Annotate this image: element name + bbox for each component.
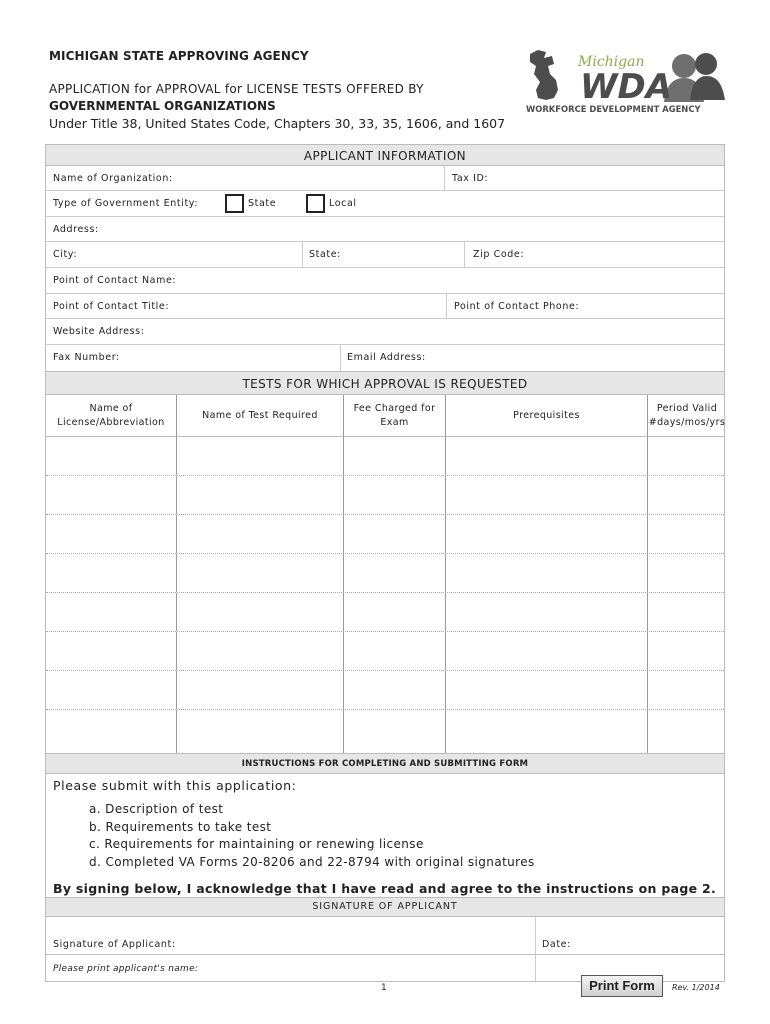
row-gov-entity [46,191,724,217]
list-item: c. Requirements for maintaining or renewing license [89,837,424,851]
tests-table-header [46,395,724,437]
person-silhouette-icon [672,54,696,78]
poc-title-field[interactable]: Point of Contact Title: [53,301,170,312]
michigan-map-icon [530,50,558,100]
tests-header: TESTS FOR WHICH APPROVAL IS REQUESTED [46,371,724,395]
row-address [46,217,724,242]
col-fee: Fee Charged for Exam [343,395,445,437]
address-field[interactable]: Address: [53,224,99,235]
table-row[interactable] [46,476,724,515]
city-field[interactable]: City: [53,249,78,260]
zip-field[interactable]: Zip Code: [473,249,525,260]
col-prerequisites: Prerequisites [445,395,647,437]
list-item: a. Description of test [89,802,224,816]
instructions-header: INSTRUCTIONS FOR COMPLETING AND SUBMITTING FORM [46,753,724,774]
logo-letters: WDA [580,67,673,107]
page-number: 1 [381,983,387,993]
table-row[interactable] [46,593,724,632]
gov-entity-label: Type of Government Entity: [53,198,199,209]
form-title-line3: Under Title 38, United States Code, Chapters 30, 33, 35, 1606, and 1607 [49,116,506,131]
instructions-body [46,774,724,898]
org-name-field[interactable]: Name of Organization: [53,173,173,184]
col-period-valid: Period Valid #days/mos/yrs [647,395,726,437]
col-license-name: Name of License/Abbreviation [57,403,165,428]
acknowledgement-text: By signing below, I acknowledge that I have read and agree to the instructions on page 2. [53,881,717,896]
table-row[interactable] [46,710,724,753]
local-checkbox[interactable] [306,194,325,213]
row-website [46,319,724,345]
logo-agency-name: WORKFORCE DEVELOPMENT AGENCY [526,104,701,114]
state-field[interactable]: State: [309,249,341,260]
list-item: d. Completed VA Forms 20-8206 and 22-8794 with original signatures [89,854,535,869]
list-item: b. Requirements to take test [89,819,272,834]
col-test-name: Name of Test Required [176,395,343,437]
table-row[interactable] [46,437,724,476]
form-title-line2: GOVERNMENTAL ORGANIZATIONS [49,99,276,113]
tax-id-field[interactable]: Tax ID: [452,173,489,184]
applicant-info-header: APPLICANT INFORMATION [46,144,724,166]
row-organization [46,166,724,191]
state-checkbox[interactable] [225,194,244,213]
logo-script: Michigan [578,54,645,70]
row-city-state-zip [46,242,724,268]
poc-name-field[interactable]: Point of Contact Name: [53,275,177,286]
application-form [45,144,725,982]
table-row[interactable] [46,632,724,671]
person-silhouette-icon [695,53,717,75]
fax-field[interactable]: Fax Number: [53,352,120,363]
revision-label: Rev. 1/2014 [672,983,720,992]
signature-field[interactable]: Signature of Applicant: [53,939,176,950]
row-fax-email [46,345,724,371]
form-title-line1: APPLICATION for APPROVAL for LICENSE TESTS OFFERED BY [49,82,424,96]
instructions-list [89,802,535,872]
tests-table-body [46,437,724,753]
website-field[interactable]: Website Address: [53,326,145,337]
local-option-label: Local [329,198,357,209]
table-row[interactable] [46,515,724,554]
table-row[interactable] [46,671,724,710]
print-name-field[interactable]: Please print applicant's name: [53,964,199,974]
state-option-label: State [248,198,277,209]
email-field[interactable]: Email Address: [347,352,426,363]
date-field[interactable]: Date: [542,939,571,950]
row-poc-title-phone [46,294,724,319]
signature-header: SIGNATURE OF APPLICANT [46,898,724,917]
row-poc-name [46,268,724,294]
submit-label: Please submit with this application: [53,778,297,793]
agency-name: MICHIGAN STATE APPROVING AGENCY [49,49,309,63]
wda-logo [524,44,726,116]
signature-row [46,917,724,955]
table-row[interactable] [46,554,724,593]
poc-phone-field[interactable]: Point of Contact Phone: [454,301,580,312]
print-form-button[interactable]: Print Form [581,975,663,997]
